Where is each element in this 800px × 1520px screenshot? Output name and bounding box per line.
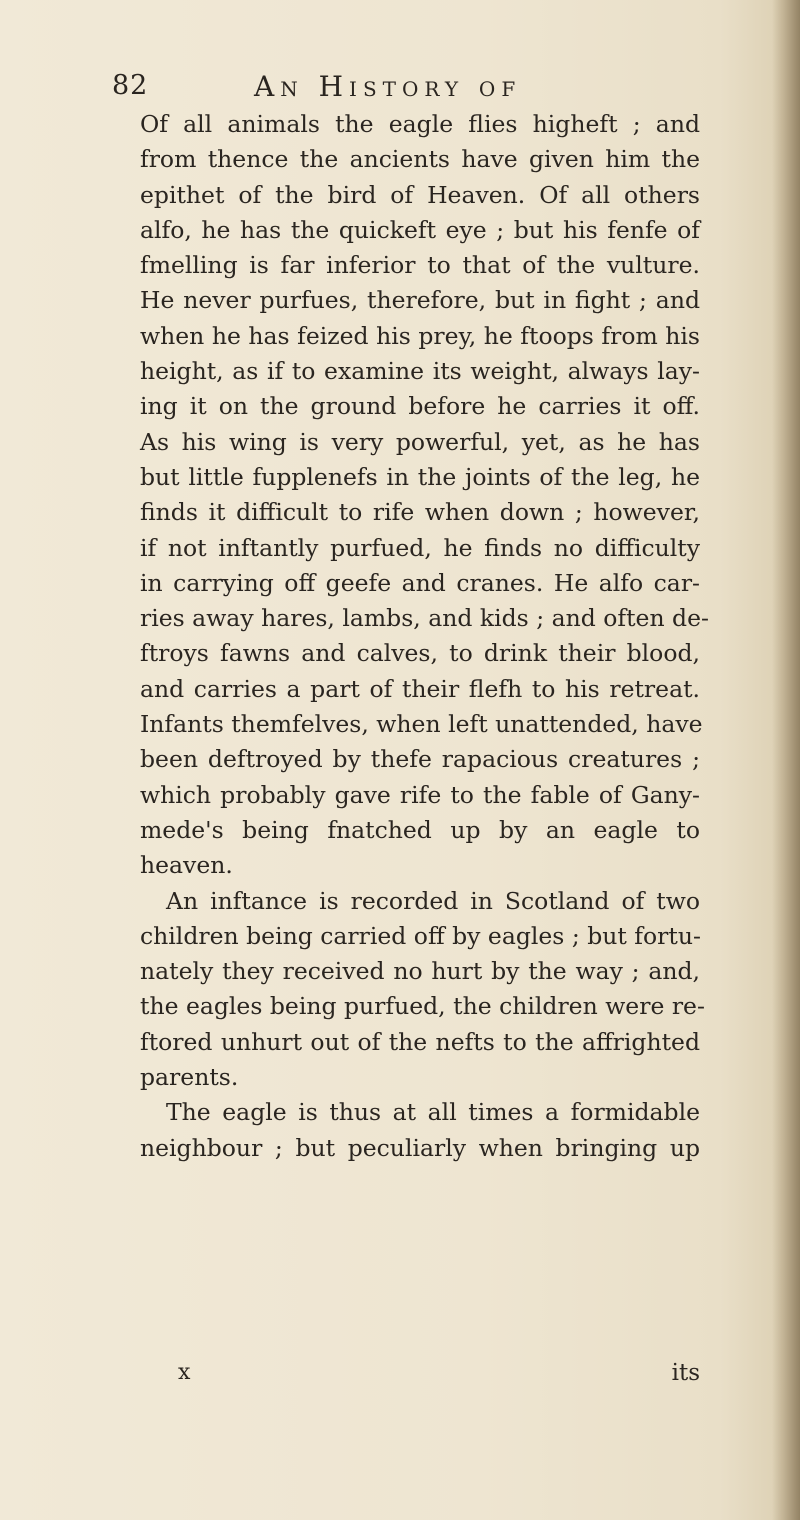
text-line: finds it difficult to rife when down ; however,	[140, 498, 700, 527]
text-line: As his wing is very powerful, yet, as he has	[140, 427, 700, 456]
signature-mark: x	[178, 1360, 191, 1385]
text-line: ing it on the ground before he carries it off.	[140, 392, 700, 421]
text-line: in carrying off geefe and cranes. He alfo car-	[140, 568, 700, 597]
text-line: and carries a part of their flefh to his retreat.	[140, 674, 700, 703]
text-line-paragraph-start: An inftance is recorded in Scotland of two	[166, 886, 700, 915]
catchword: its	[671, 1360, 700, 1386]
page-number: 82	[112, 70, 149, 101]
text-line: which probably gave rife to the fable of Gany-	[140, 780, 700, 809]
text-line: epithet of the bird of Heaven. Of all others	[140, 180, 700, 209]
text-line: nately they received no hurt by the way ; and,	[140, 957, 700, 986]
page-header	[112, 70, 712, 110]
page-footer	[140, 1360, 700, 1396]
text-line: children being carried off by eagles ; but fortu-	[140, 921, 701, 950]
text-line: ries away hares, lambs, and kids ; and often de-	[140, 604, 709, 633]
text-line: Infants themfelves, when left unattended, have	[140, 710, 703, 739]
text-line-paragraph-end: heaven.	[140, 851, 233, 880]
text-line: ftroys fawns and calves, to drink their blood,	[140, 639, 700, 668]
text-line: been deftroyed by thefe rapacious creatures ;	[140, 745, 700, 774]
text-line: fmelling is far inferior to that of the vulture.	[140, 251, 700, 280]
text-line-paragraph-end: parents.	[140, 1063, 239, 1092]
body-text	[140, 107, 709, 1166]
text-line: mede's being fnatched up by an eagle to	[140, 815, 700, 844]
text-line: alfo, he has the quickeft eye ; but his fenfe of	[140, 215, 700, 244]
text-line: ftored unhurt out of the nefts to the affrighted	[140, 1027, 700, 1056]
text-line: neighbour ; but peculiarly when bringing up	[140, 1133, 700, 1162]
text-line: when he has feized his prey, he ftoops from his	[140, 321, 700, 350]
text-line: from thence the ancients have given him the	[140, 145, 700, 174]
text-line-paragraph-start: The eagle is thus at all times a formidable	[166, 1098, 700, 1127]
page-edge-shadow	[772, 0, 800, 1520]
text-line: but little fupplenefs in the joints of the leg, he	[140, 462, 700, 491]
text-line: Of all animals the eagle flies higheft ; and	[140, 110, 700, 138]
text-line: if not inftantly purfued, he finds no difficulty	[140, 533, 700, 562]
text-line: the eagles being purfued, the children were re-	[140, 992, 705, 1021]
text-line: He never purfues, therefore, but in fight ; and	[140, 286, 700, 315]
running-head: An History of	[254, 70, 522, 103]
text-line: height, as if to examine its weight, always lay-	[140, 357, 700, 386]
